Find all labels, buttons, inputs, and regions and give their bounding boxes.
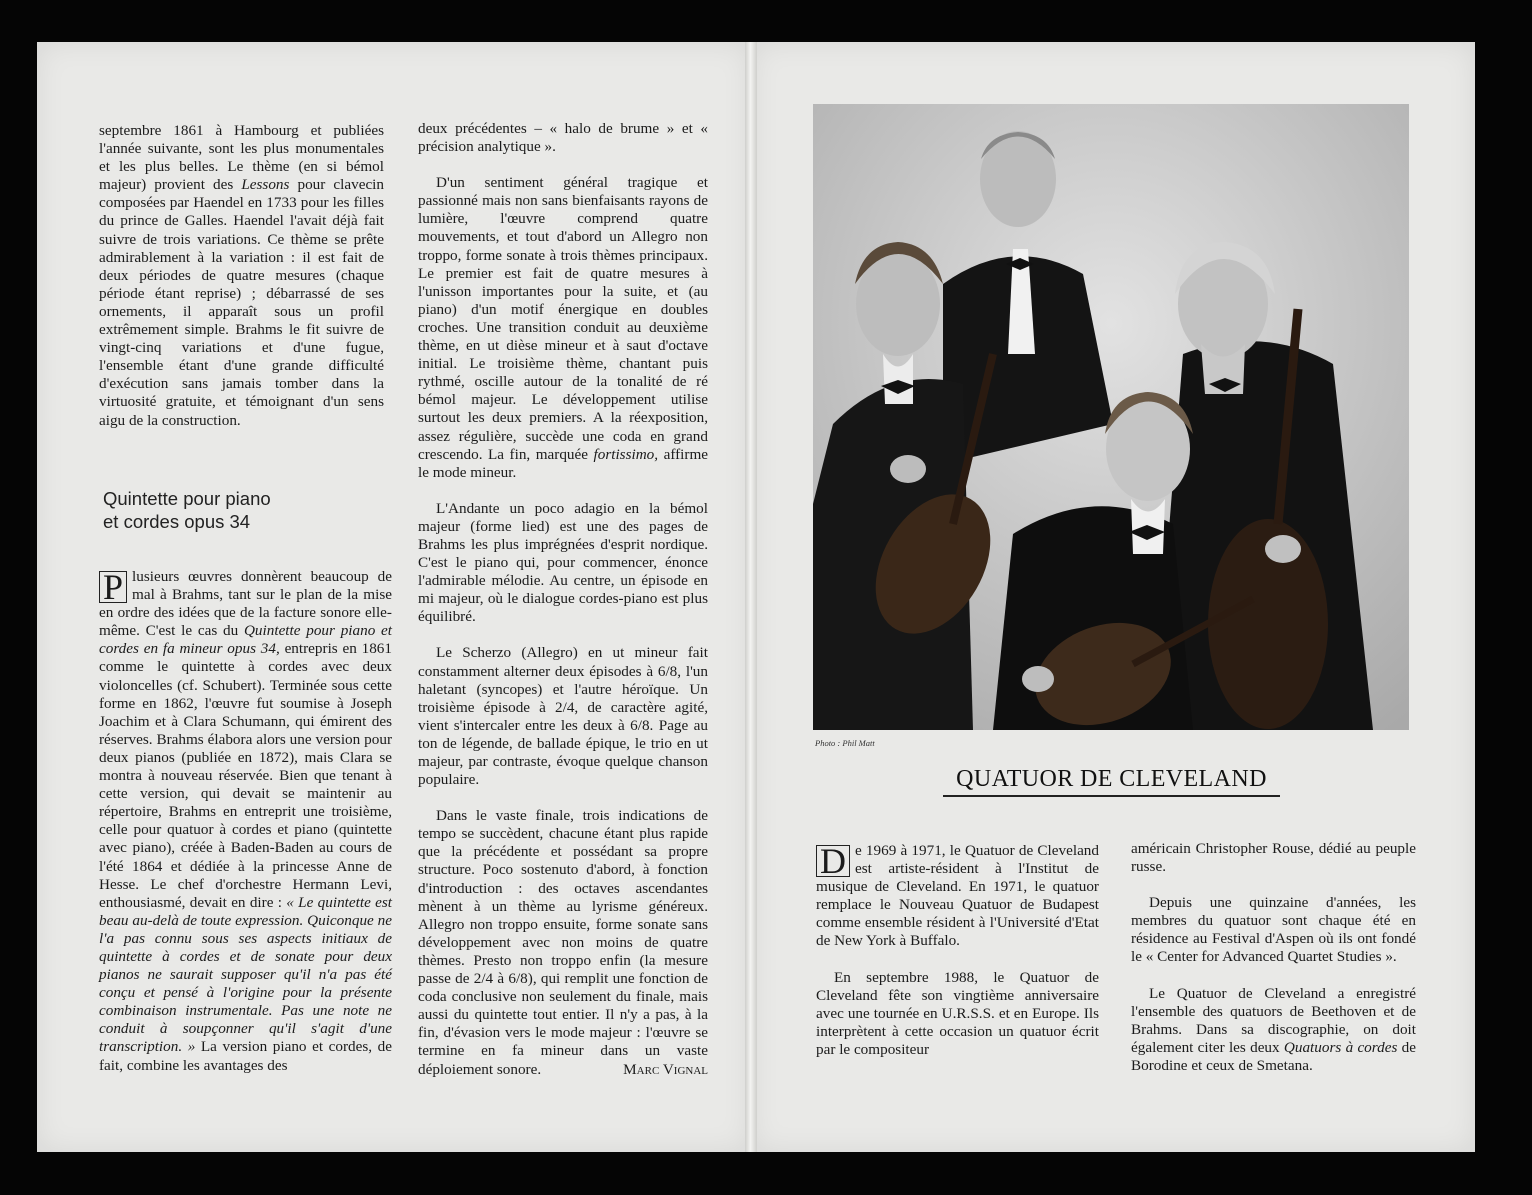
col2-paragraph-2: D'un sentiment général tragique et passionné mais non sans bienfaisants rayons de lumière, l'œuvre comprend quatre mouvements, et tout d'abord un Allegro non troppo, forme sonate à trois thèmes principaux. Le premier est fait de quatre mesures à l'unisson importantes pour la suite, et (au piano) d'un motif énergique en doubles croches. Une transition conduit au deuxième thème, en ut dièse mineur et à saut d'octave initial. Le troisième thème, chantant puis rythmé, oscille autour de la tonalité de ré bémol majeur. Le développement utilise surtout les deux premiers. A la réexposition, assez régulière, succède une coda en grand crescendo. La fin, marquée fortissimo, affirme le mode mineur. (418, 174, 708, 481)
left-column-1 (99, 122, 384, 430)
quartet-photo (813, 104, 1409, 730)
quartet-title: QUATUOR DE CLEVELAND (943, 763, 1280, 797)
page-gutter (745, 42, 757, 1152)
left-column-2 (418, 120, 708, 1079)
cleveland-paragraph-4: Depuis une quinzaine d'années, les membres du quatuor sont chaque été en résidence au Festival d'Aspen où ils ont fondé le « Center for Advanced Quartet Studies ». (1131, 894, 1416, 966)
col2-paragraph-1: deux précédentes – « halo de brume » et « précision analytique ». (418, 120, 708, 156)
dropcap-d: D (816, 845, 850, 877)
cleveland-paragraph-2: En septembre 1988, le Quatuor de Cleveland fête son vingtième anniversaire avec une tournée en U.R.S.S. et en Europe. Ils interprètent à cette occasion un quatuor écrit par le compositeur (816, 968, 1099, 1058)
dropcap-p: P (99, 571, 127, 603)
left-column-1-body (99, 568, 392, 1075)
cleveland-paragraph-3: américain Christopher Rouse, dédié au peuple russe. (1131, 840, 1416, 876)
section-heading: Quintette pour piano et cordes opus 34 (103, 488, 271, 532)
col2-paragraph-5: Dans le vaste finale, trois indications de tempo se succèdent, chacune étant plus rapide que la précédente et possédant sa propre structure. Poco sostenuto d'abord, à fonction d'introduction : des octaves ascendantes mènent à un thème au lyrisme généreux. Allegro non troppo ensuite, forme sonate sans développement avec non moins de quatre thèmes. Presto non troppo enfin (la mesure passe de 2/4 à 6/8), qui remplit une fonction de coda conclusive non seulement du finale, mais aussi du quintette tout entier. Il n'y a pas, à la fin, d'évasion vers le mode majeur : l'œuvre se termine en fa mineur dans un vaste déploiement sonore. Marc Vignal (418, 807, 708, 1078)
right-column-2 (1131, 840, 1416, 1075)
col2-paragraph-4: Le Scherzo (Allegro) en ut mineur fait constamment alterner deux épisodes à 6/8, l'un haletant (syncopes) et l'autre héroïque. Un troisième épisode à 2/4, de caractère agité, vient s'intercaler entre les deux à 6/8. Page au ton de légende, de ballade épique, le trio en ut majeur, par contraste, évoque quelque chanson populaire. (418, 644, 708, 789)
quartet-photo-illustration (813, 104, 1409, 730)
author-signature: Marc Vignal (623, 1060, 708, 1078)
intro-paragraph: septembre 1861 à Hambourg et publiées l'année suivante, sont les plus monumentales et les plus belles. Le thème (en si bémol majeur) provient des Lessons pour clavecin composées par Haendel en 1733 pour les filles du prince de Galles. Haendel l'avait déjà fait suivre de trois variations. Ce thème se prête admirablement à la variation : il est fait de deux périodes de quatre mesures (chaque période étant reprise) ; débarrassé de ses ornements, il apparaît sous un profil extrêmement simple. Brahms le fit suivre de vingt-cinq variations et d'une fugue, l'ensemble étant d'une grande difficulté d'exécution sans jamais tomber dans la virtuosité gratuite, et témoignant d'un sens aigu de la construction. (99, 122, 384, 429)
right-column-1 (816, 842, 1099, 1059)
cleveland-paragraph-5: Le Quatuor de Cleveland a enregistré l'ensemble des quatuors de Beethoven et de Brahms. Dans sa discographie, on doit également citer les deux Quatuors à cordes de Borodine et ceux de Smetana. (1131, 984, 1416, 1074)
cleveland-paragraph-1: D e 1969 à 1971, le Quatuor de Cleveland est artiste-résident à l'Institut de musique de Cleveland. En 1971, le quatuor remplace le Nouveau Quatuor de Budapest comme ensemble résident à l'Université d'Etat de New York à Buffalo. (816, 841, 1099, 950)
col2-paragraph-3: L'Andante un poco adagio en la bémol majeur (forme lied) est une des pages de Brahms les plus imprégnées d'esprit nordique. C'est le piano qui, pour commencer, énonce l'admirable mélodie. Au centre, un épisode en mi majeur, où le dialogue cordes-piano est plus équilibré. (418, 499, 708, 626)
photo-credit: Photo : Phil Matt (815, 738, 875, 748)
quintette-paragraph: P lusieurs œuvres donnèrent beaucoup de mal à Brahms, tant sur le plan de la mise en ordre des idées que de la facture sonore elle-même. C'est le cas du Quintette pour piano et cordes en fa mineur opus 34, entrepris en 1861 comme le quintette à cordes avec deux violoncelles (cf. Schubert). Terminée sous cette forme en 1862, l'œuvre fut soumise à Joseph Joachim et à Clara Schumann, qui émirent des réserves. Brahms élabora alors une version pour deux pianos (publiée en 1872), mais Clara se montra à nouveau réservée. Bien que tenant à cette version, qui devait se maintenir au répertoire, Brahms en entreprit une troisième, celle pour quatuor à cordes et piano (quintette avec piano), créée à Baden-Baden au cours de l'été 1864 et dédiée à la princesse Anne de Hesse. Le chef d'orchestre Hermann Levi, enthousiasmé, devait en dire : « Le quintette est beau au-delà de toute expression. Quiconque ne l'a pas connu sous ses aspects initiaux de quintette à cordes et de sonate pour deux pianos ne saurait supposer qu'il n'a pas été conçu et pensé à l'origine pour la présente combinaison instrumentale. Pas une note ne conduit à soupçonner qu'il s'agit d'une transcription. » La version piano et cordes, de fait, combine les avantages des (99, 567, 392, 1074)
